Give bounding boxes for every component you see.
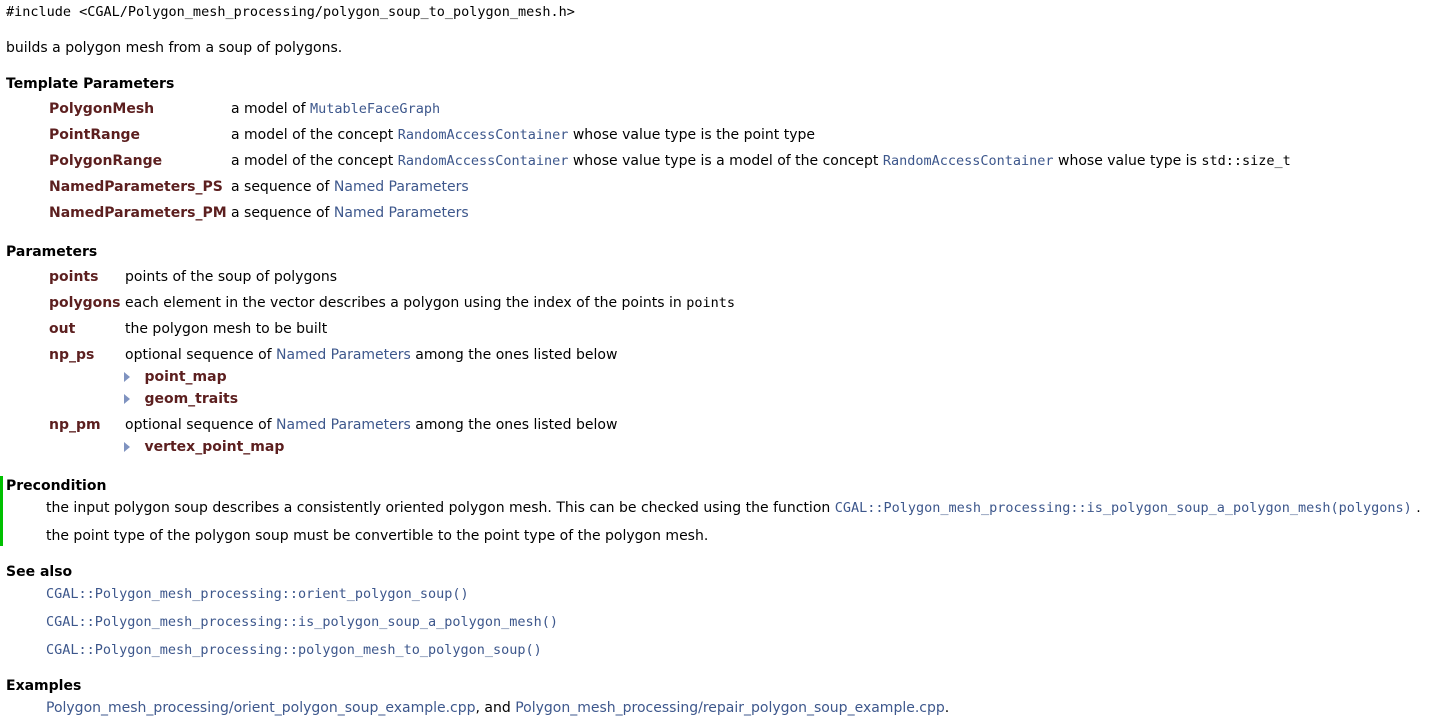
orient-polygon-soup-link[interactable]: CGAL::Polygon_mesh_processing::orient_polygon_soup()	[46, 586, 469, 602]
randomaccesscontainer-link[interactable]: RandomAccessContainer	[882, 153, 1054, 169]
parameters-heading: Parameters	[6, 244, 98, 260]
template-parameters-heading: Template Parameters	[6, 76, 175, 92]
expand-arrow-icon[interactable]	[124, 442, 130, 452]
repair-polygon-soup-example-link[interactable]: Polygon_mesh_processing/repair_polygon_soup_example.cpp	[515, 700, 945, 716]
examples-heading: Examples	[6, 678, 82, 694]
precondition-heading: Precondition	[6, 478, 107, 494]
param-name-out: out	[49, 321, 76, 337]
is-polygon-soup-a-polygon-mesh-link[interactable]: CGAL::Polygon_mesh_processing::is_polygon_soup_a_polygon_mesh(polygons)	[834, 500, 1412, 516]
tparam-desc-text: a model of the concept	[231, 127, 398, 143]
param-desc-polygons	[125, 295, 735, 311]
param-desc-np-pm	[125, 417, 617, 433]
param-name-np-pm: np_pm	[49, 417, 101, 433]
tparam-desc	[231, 153, 1291, 169]
named-parameters-link[interactable]: Named Parameters	[276, 417, 411, 433]
np-option-label[interactable]: point_map	[144, 369, 227, 385]
code-size-t: std::size_t	[1201, 153, 1291, 169]
np-option-geom-traits[interactable]	[124, 391, 238, 407]
param-desc-points: points of the soup of polygons	[125, 269, 338, 285]
tparam-name: PolygonMesh	[49, 101, 155, 117]
tparam-desc	[231, 101, 440, 117]
randomaccesscontainer-link[interactable]: RandomAccessContainer	[397, 153, 569, 169]
examples-separator: , and	[475, 700, 516, 716]
tparam-desc-text: a model of	[231, 101, 311, 117]
tparam-desc-text: a sequence of	[231, 179, 334, 195]
precondition-text: the input polygon soup describes a consistently oriented polygon mesh. This can be checked using the function	[46, 500, 835, 516]
param-name-np-ps: np_ps	[49, 347, 95, 363]
tparam-desc-text: whose value type is	[1053, 153, 1202, 169]
examples-end: .	[944, 700, 950, 716]
precondition-line-1	[46, 500, 1421, 516]
param-desc-np-ps	[125, 347, 617, 363]
param-desc-text: optional sequence of	[125, 417, 277, 433]
precondition-bar	[0, 476, 3, 546]
param-name-points: points	[49, 269, 99, 285]
tparam-name: NamedParameters_PS	[49, 179, 223, 195]
brief-description: builds a polygon mesh from a soup of polygons.	[6, 40, 343, 56]
include-line: #include <CGAL/Polygon_mesh_processing/polygon_soup_to_polygon_mesh.h>	[6, 4, 575, 20]
named-parameters-link[interactable]: Named Parameters	[333, 179, 469, 195]
tparam-desc-text: a sequence of	[231, 205, 334, 221]
param-name-polygons: polygons	[49, 295, 121, 311]
randomaccesscontainer-link[interactable]: RandomAccessContainer	[397, 127, 569, 143]
param-desc-text: each element in the vector describes a polygon using the index of the points in	[125, 295, 687, 311]
np-option-vertex-point-map[interactable]	[124, 439, 284, 455]
examples-line	[46, 700, 949, 716]
tparam-name: PointRange	[49, 127, 141, 143]
precondition-text: .	[1411, 500, 1421, 516]
is-polygon-soup-a-polygon-mesh-link[interactable]: CGAL::Polygon_mesh_processing::is_polygon_soup_a_polygon_mesh()	[46, 614, 559, 630]
expand-arrow-icon[interactable]	[124, 394, 130, 404]
param-desc-text: optional sequence of	[125, 347, 277, 363]
tparam-desc-text: whose value type is the point type	[568, 127, 816, 143]
orient-polygon-soup-example-link[interactable]: Polygon_mesh_processing/orient_polygon_soup_example.cpp	[46, 700, 476, 716]
tparam-desc	[231, 205, 469, 221]
tparam-desc	[231, 127, 815, 143]
tparam-desc-text: whose value type is a model of the concept	[568, 153, 883, 169]
mutablefacegraph-link[interactable]: MutableFaceGraph	[310, 101, 441, 117]
param-desc-out: the polygon mesh to be built	[125, 321, 328, 337]
code-points: points	[686, 295, 735, 311]
np-option-point-map[interactable]	[124, 369, 227, 385]
tparam-name: PolygonRange	[49, 153, 163, 169]
expand-arrow-icon[interactable]	[124, 372, 130, 382]
param-desc-text: among the ones listed below	[410, 347, 618, 363]
polygon-mesh-to-polygon-soup-link[interactable]: CGAL::Polygon_mesh_processing::polygon_mesh_to_polygon_soup()	[46, 642, 542, 658]
tparam-desc	[231, 179, 469, 195]
tparam-desc-text: a model of the concept	[231, 153, 398, 169]
named-parameters-link[interactable]: Named Parameters	[333, 205, 469, 221]
np-option-label[interactable]: geom_traits	[144, 391, 239, 407]
named-parameters-link[interactable]: Named Parameters	[276, 347, 411, 363]
param-desc-text: among the ones listed below	[410, 417, 618, 433]
precondition-line-2: the point type of the polygon soup must be convertible to the point type of the polygon mesh.	[46, 528, 709, 544]
np-option-label[interactable]: vertex_point_map	[144, 439, 285, 455]
see-also-heading: See also	[6, 564, 73, 580]
tparam-name: NamedParameters_PM	[49, 205, 227, 221]
